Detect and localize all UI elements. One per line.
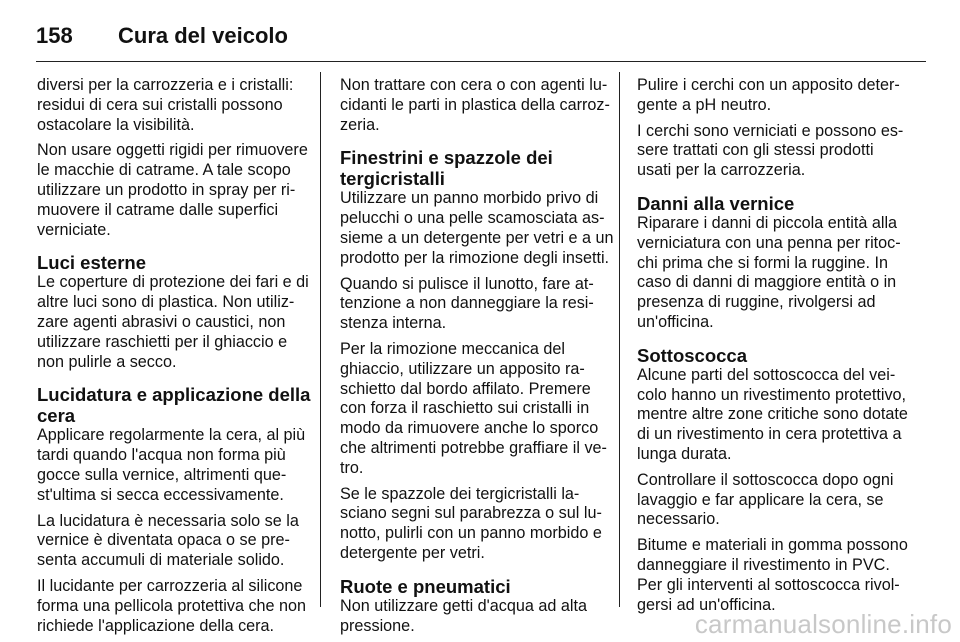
paragraph: Pulire i cerchi con un apposito deter- gente a pH neutro. xyxy=(637,76,900,114)
paragraph: Non trattare con cera o con agenti lu- cidanti le parti in plastica della carroz- zeria. xyxy=(340,76,610,134)
column-divider-2 xyxy=(619,72,620,607)
heading-lucidatura: Lucidatura e applicazione della cera xyxy=(37,384,311,427)
paragraph: Le coperture di protezione dei fari e di altre luci sono di plastica. Non utiliz- zare agenti abrasivi o caustici, non utilizzare raschietti per il ghiaccio e non pulirle a secco. xyxy=(37,273,309,371)
paragraph: Alcune parti del sottoscocca del vei- colo hanno un rivestimento protettivo, mentre altre zone critiche sono dotate di un rivestimento in cera protettiva a lunga durata. xyxy=(637,365,908,463)
paragraph: Non usare oggetti rigidi per rimuovere le macchie di catrame. A tale scopo utilizzare un prodotto in spray per ri- muovere il catrame dalle superfici verniciate. xyxy=(37,141,308,239)
paragraph: I cerchi sono verniciati e possono es- sere trattati con gli stessi prodotti usati per la carrozzeria. xyxy=(637,121,904,180)
page-number: 158 xyxy=(36,23,73,48)
heading-sottoscocca: Sottoscocca xyxy=(637,344,748,366)
paragraph: Applicare regolarmente la cera, al più tardi quando l'acqua non forma più gocce sulla vernice, altrimenti que- st'ultima si secca eccessivamente. xyxy=(37,426,306,504)
paragraph: Utilizzare un panno morbido privo di pelucchi o una pelle scamosciata as- sieme a un detergente per vetri e a un prodotto per la rimozione degli insetti. xyxy=(340,189,614,267)
page-header xyxy=(36,14,926,58)
heading-finestrini: Finestrini e spazzole dei tergicristalli xyxy=(340,147,553,190)
section-title: Cura del veicolo xyxy=(118,23,288,48)
watermark: carmanualsonline.info xyxy=(694,609,952,639)
paragraph: Se le spazzole dei tergicristalli la- sciano segni sul parabrezza o sul lu- notto, pulirli con un panno morbido e detergente per vetri. xyxy=(340,484,602,562)
column-divider-1 xyxy=(320,72,321,607)
paragraph: Per la rimozione meccanica del ghiaccio, utilizzare un apposito ra- schietto dal bordo affilato. Premere con forza il raschietto sui cristalli in modo da rimuovere anche lo sporco che altrimenti potrebbe graffiare il ve- tro. xyxy=(340,339,607,477)
paragraph: Non utilizzare getti d'acqua ad alta pressione. xyxy=(340,596,587,635)
paragraph: Controllare il sottoscocca dopo ogni lavaggio e far applicare la cera, se necessario. xyxy=(637,470,894,529)
paragraph: La lucidatura è necessaria solo se la vernice è diventata opaca o se pre- senta accumuli di materiale solido. xyxy=(37,511,299,570)
paragraph: Bitume e materiali in gomma possono danneggiare il rivestimento in PVC. Per gli interventi al sottoscocca rivol- gersi ad un'officina. xyxy=(637,536,908,614)
heading-ruote: Ruote e pneumatici xyxy=(340,575,511,597)
paragraph: diversi per la carrozzeria e i cristalli: residui di cera sui cristalli possono ostacolare la visibilità. xyxy=(37,76,294,134)
heading-danni-vernice: Danni alla vernice xyxy=(637,192,795,214)
paragraph: Il lucidante per carrozzeria al silicone forma una pellicola protettiva che non richiede l'applicazione della cera. xyxy=(37,576,307,635)
column-3 xyxy=(637,76,911,621)
heading-luci-esterne: Luci esterne xyxy=(37,252,146,274)
column-1 xyxy=(37,76,311,642)
header-rule xyxy=(36,61,926,62)
paragraph: Riparare i danni di piccola entità alla verniciatura con una penna per ritoc- chi prima che si formi la ruggine. In caso di danni di maggiore entità o in presenza di ruggine, rivolgersi ad un'officina. xyxy=(637,213,901,331)
paragraph: Quando si pulisce il lunotto, fare at- tenzione a non danneggiare la resi- stenza interna. xyxy=(340,274,594,333)
column-2 xyxy=(340,76,614,642)
